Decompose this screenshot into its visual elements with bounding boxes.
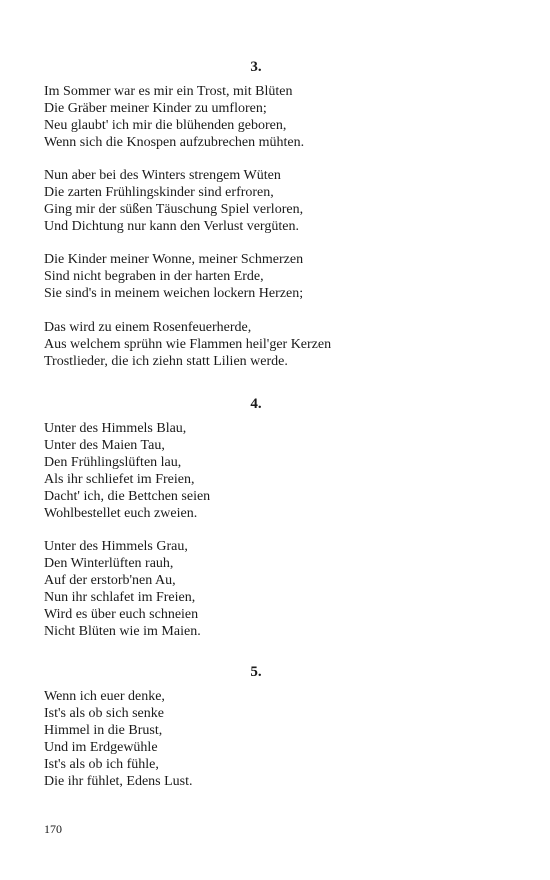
page-number: 170	[44, 822, 62, 836]
verse-line: Unter des Maien Tau,	[44, 437, 165, 453]
verse-line: Nun aber bei des Winters strengem Wüten	[44, 168, 281, 183]
verse-line: Trostlieder, die ich ziehn statt Lilien werde.	[44, 353, 288, 369]
stanza	[44, 539, 474, 640]
verse-line: Im Sommer war es mir ein Trost, mit Blüten	[44, 84, 293, 99]
verse-line: Sie sind's in meinem weichen lockern Herzen;	[44, 285, 304, 301]
verse-line: Und Dichtung nur kann den Verlust vergüten.	[44, 218, 299, 234]
stanza	[44, 689, 474, 790]
stanza	[44, 168, 474, 236]
verse-line: Die ihr fühlet, Edens Lust.	[44, 773, 193, 789]
verse-line: Wenn ich euer denke,	[44, 689, 165, 704]
verse-line: Nicht Blüten wie im Maien.	[44, 623, 201, 639]
stanza	[44, 320, 474, 371]
stanza	[44, 84, 474, 152]
verse-line: Dacht' ich, die Bettchen seien	[44, 488, 211, 504]
verse-line: Himmel in die Brust,	[44, 722, 163, 738]
stanza	[44, 252, 474, 303]
verse-line: Unter des Himmels Blau,	[44, 421, 187, 436]
verse-line: Ist's als ob ich fühle,	[44, 756, 159, 772]
verse-line: Den Frühlingslüften lau,	[44, 454, 182, 470]
verse-line: Wird es über euch schneien	[44, 606, 199, 622]
verse-line: Auf der erstorb'nen Au,	[44, 572, 176, 588]
section-heading: 5.	[250, 664, 262, 680]
verse-line: Das wird zu einem Rosenfeuerherde,	[44, 320, 252, 335]
verse-line: Und im Erdgewühle	[44, 739, 158, 755]
verse-line: Unter des Himmels Grau,	[44, 539, 188, 554]
verse-line: Nun ihr schlafet im Freien,	[44, 589, 196, 605]
verse-line: Den Winterlüften rauh,	[44, 555, 174, 571]
stanza	[44, 421, 474, 522]
verse-line: Wenn sich die Knospen aufzubrechen mühten.	[44, 134, 305, 150]
verse-line: Ging mir der süßen Täuschung Spiel verloren,	[44, 201, 304, 217]
verse-line: Die Kinder meiner Wonne, meiner Schmerzen	[44, 252, 304, 267]
verse-line: Wohlbestellet euch zweien.	[44, 505, 198, 521]
verse-line: Die Gräber meiner Kinder zu umfloren;	[44, 100, 267, 116]
section-heading: 4.	[250, 396, 262, 412]
section-heading: 3.	[250, 59, 262, 75]
verse-line: Neu glaubt' ich mir die blühenden geboren,	[44, 117, 287, 133]
verse-line: Ist's als ob sich senke	[44, 705, 164, 721]
verse-line: Die zarten Frühlingskinder sind erfroren,	[44, 184, 274, 200]
verse-line: Aus welchem sprühn wie Flammen heil'ger Kerzen	[44, 336, 332, 352]
verse-line: Sind nicht begraben in der harten Erde,	[44, 268, 264, 284]
verse-line: Als ihr schliefet im Freien,	[44, 471, 195, 487]
